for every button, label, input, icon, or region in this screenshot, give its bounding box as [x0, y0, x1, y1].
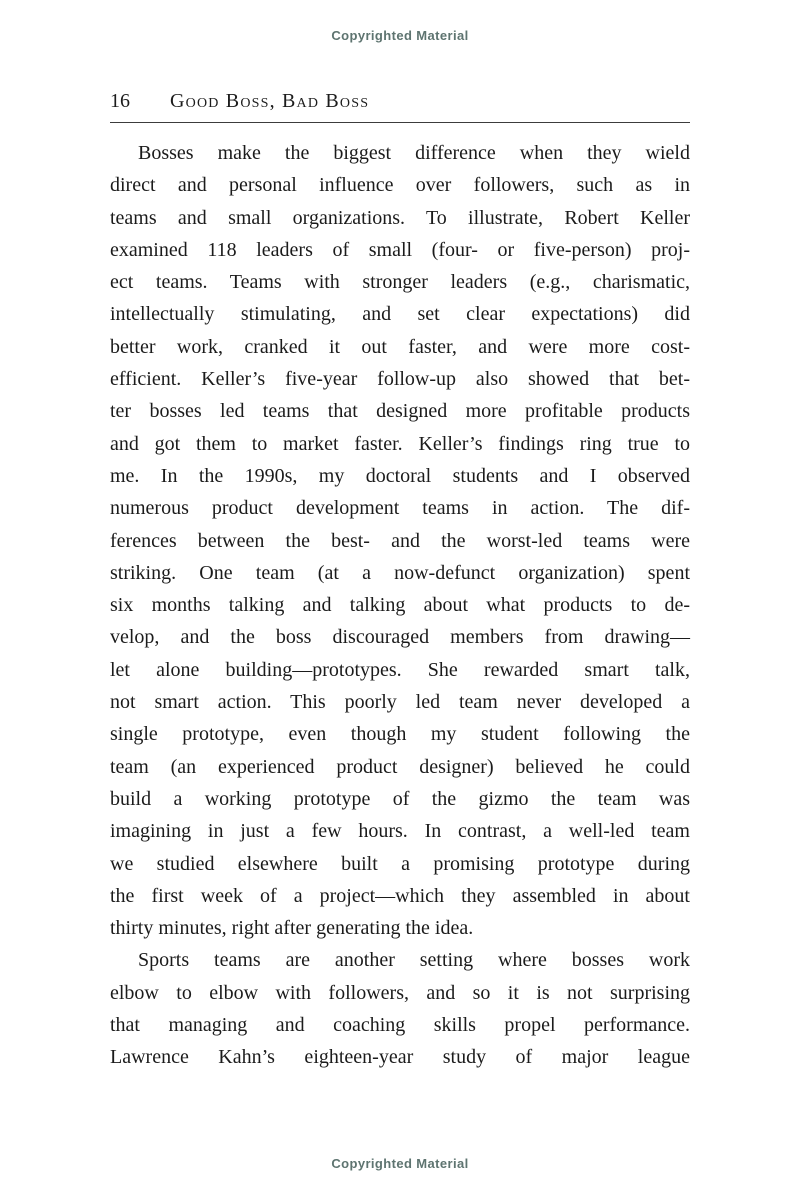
text-line: build a working prototype of the gizmo the team was [110, 787, 690, 810]
text-line: Lawrence Kahn’s eighteen-year study of major league [110, 1046, 690, 1069]
text-line: me. In the 1990s, my doctoral students and I observed [110, 464, 690, 487]
paragraph [110, 944, 690, 1073]
paragraph [110, 137, 690, 944]
text-line: efficient. Keller’s five-year follow-up also showed that bet- [110, 368, 690, 391]
page-number: 16 [110, 90, 130, 112]
text-line: six months talking and talking about what products to de- [110, 594, 690, 617]
text-line: numerous product development teams in action. The dif- [110, 497, 690, 520]
text-line: thirty minutes, right after generating the idea. [110, 917, 474, 940]
body-text [110, 137, 690, 1074]
text-line: single prototype, even though my student following the [110, 723, 690, 746]
text-line: teams and small organizations. To illustrate, Robert Keller [110, 206, 690, 229]
text-line: velop, and the boss discouraged members from drawing— [110, 626, 690, 649]
text-line: not smart action. This poorly led team never developed a [110, 691, 690, 714]
text-line: let alone building—prototypes. She rewarded smart talk, [110, 658, 690, 681]
text-line: intellectually stimulating, and set clear expectations) did [110, 303, 690, 326]
text-line: Sports teams are another setting where bosses work [138, 949, 690, 972]
text-line: that managing and coaching skills propel performance. [110, 1014, 690, 1037]
text-line: we studied elsewhere built a promising prototype during [110, 852, 690, 875]
running-header [110, 90, 690, 123]
text-line: striking. One team (at a now-defunct organization) spent [110, 561, 690, 584]
text-line: the first week of a project—which they assembled in about [110, 884, 690, 907]
running-title: Good Boss, Bad Boss [170, 90, 370, 112]
text-line: Bosses make the biggest difference when they wield [138, 142, 690, 164]
text-line: imagining in just a few hours. In contrast, a well-led team [110, 820, 690, 843]
text-line: examined 118 leaders of small (four- or five-person) proj- [110, 238, 690, 261]
text-line: ect teams. Teams with stronger leaders (e.g., charismatic, [110, 271, 690, 294]
text-line: direct and personal influence over followers, such as in [110, 174, 690, 197]
text-line: better work, cranked it out faster, and were more cost- [110, 335, 690, 358]
text-line: elbow to elbow with followers, and so it is not surprising [110, 981, 690, 1004]
text-line: and got them to market faster. Keller’s findings ring true to [110, 432, 690, 455]
copyright-notice-bottom: Copyrighted Material [331, 1156, 469, 1171]
text-line: team (an experienced product designer) believed he could [110, 755, 690, 778]
text-line: ter bosses led teams that designed more profitable products [110, 400, 690, 423]
copyright-notice-top: Copyrighted Material [331, 28, 469, 43]
text-line: ferences between the best- and the worst-led teams were [110, 529, 690, 552]
